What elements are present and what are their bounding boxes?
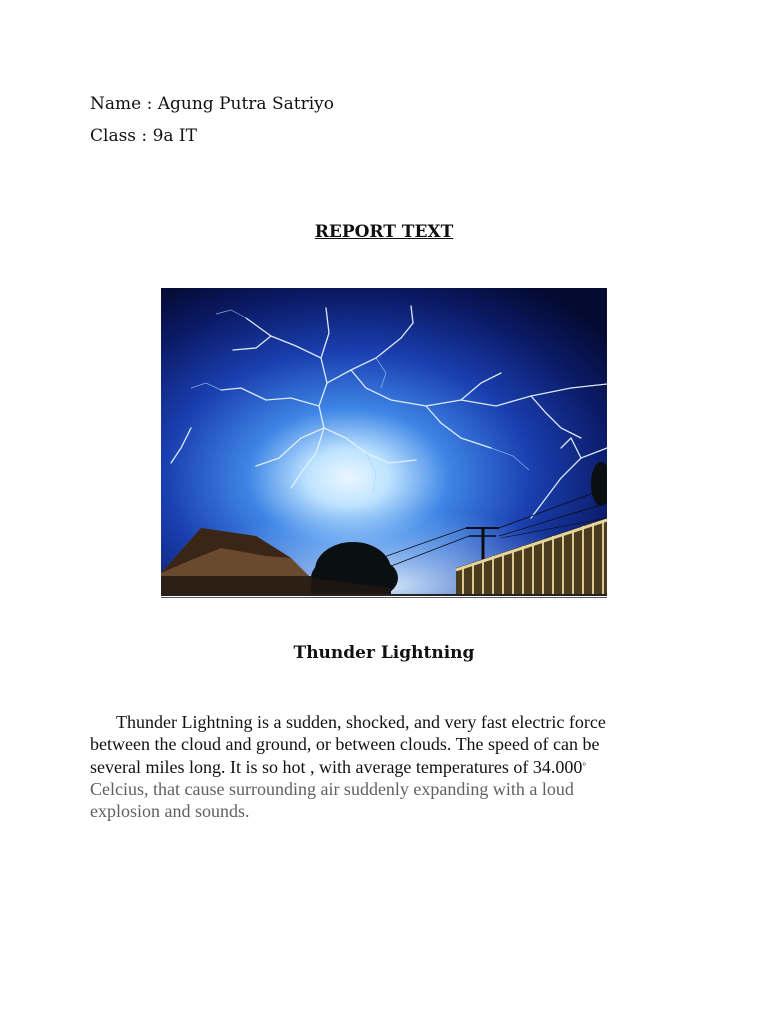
class-label: Class :	[90, 126, 153, 146]
body-line-text: several miles long. It is so hot , with average temperatures of 34.000	[90, 757, 583, 777]
body-line: Celcius, that cause surrounding air suddenly expanding with a loud	[90, 779, 574, 799]
student-name	[90, 93, 334, 115]
photo-divider	[161, 597, 607, 598]
article-title: Thunder Lightning	[293, 643, 475, 663]
body-line: explosion and sounds.	[90, 801, 250, 821]
name-label: Name :	[90, 94, 158, 114]
degree-symbol: °	[582, 761, 586, 771]
lightning-photo	[161, 288, 607, 596]
article-body	[90, 711, 650, 822]
class-value: 9a IT	[152, 126, 197, 146]
lightning-image-art	[161, 288, 607, 594]
body-line	[90, 755, 650, 778]
report-title: REPORT TEXT	[314, 222, 454, 242]
body-line: Thunder Lightning is a sudden, shocked, and very fast electric force	[116, 712, 606, 732]
name-value: Agung Putra Satriyo	[157, 94, 334, 114]
student-class	[90, 125, 197, 147]
body-line: between the cloud and ground, or between clouds. The speed of can be	[90, 734, 600, 754]
